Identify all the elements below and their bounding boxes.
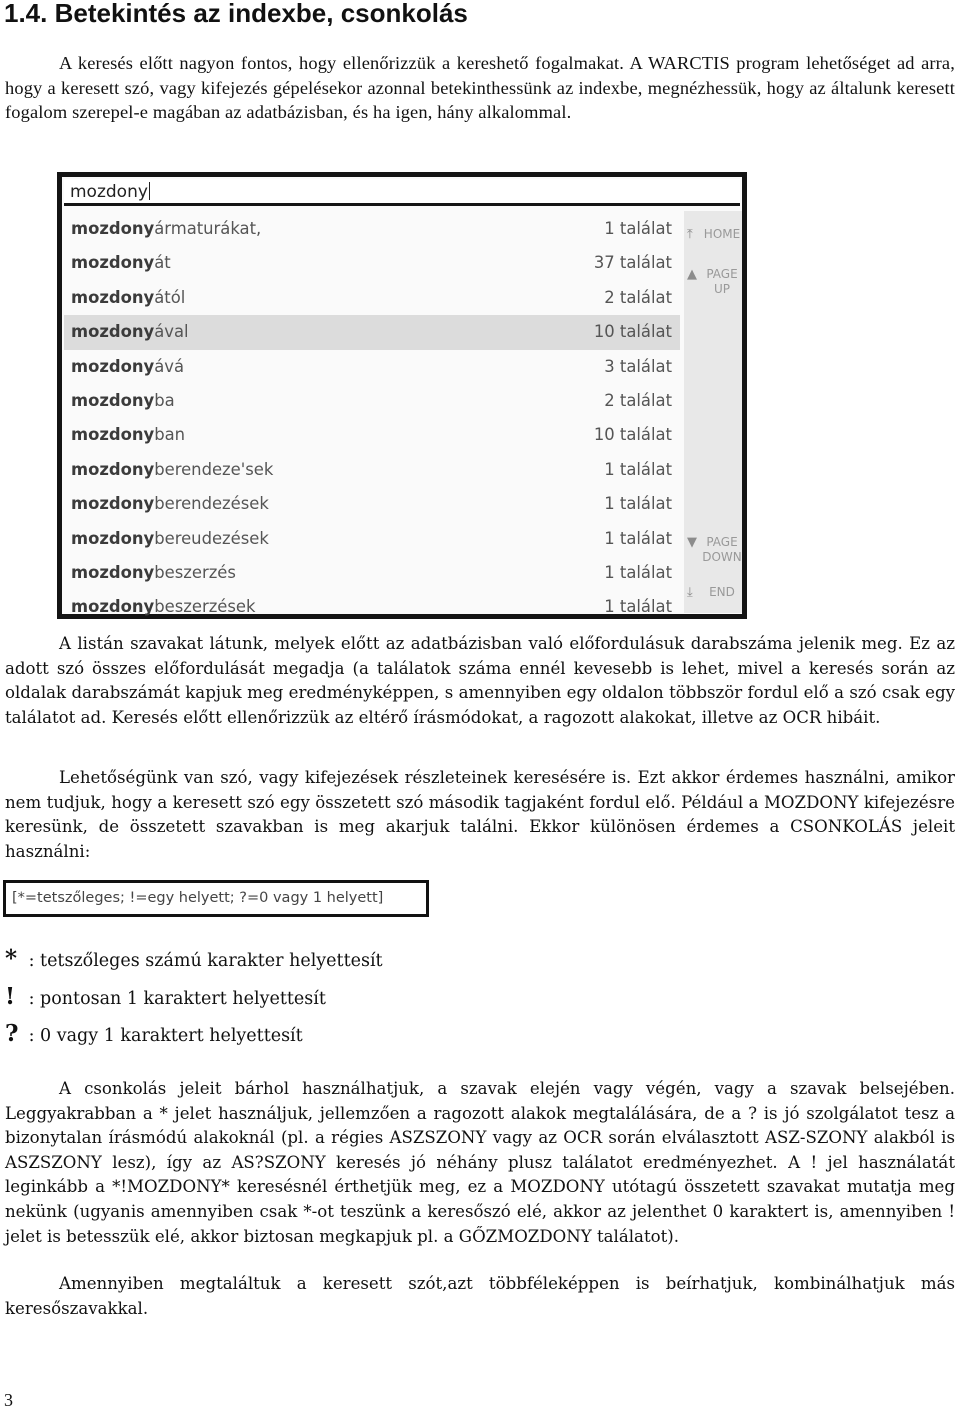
item-suffix: beszerzés [154,562,236,582]
truncation-hint-box: [*=tetszőleges; !=egy helyett; ?=0 vagy 1 helyett] [3,880,429,917]
text-cursor [149,182,150,200]
legend-text: : 0 vagy 1 karaktert helyettesít [28,1026,303,1046]
item-count: 2 találat [604,287,672,307]
home-label: HOME [703,227,741,241]
index-suggestion-item[interactable] [64,281,680,315]
legend-symbol: * [5,945,18,972]
page-down-icon: ▼ [687,535,697,550]
end-button[interactable] [684,585,742,603]
item-suffix: beszerzések [154,597,256,617]
item-suffix: ától [154,287,186,307]
index-navigation-bar [684,211,742,613]
index-suggestion-item[interactable] [64,246,680,280]
item-count: 3 találat [604,356,672,376]
item-count: 10 találat [593,322,672,342]
index-suggestion-item-highlighted[interactable] [64,315,680,349]
item-suffix: ával [154,322,189,342]
item-stem: mozdony [71,219,155,238]
search-value: mozdony [70,182,148,202]
intro-paragraph: A keresés előtt nagyon fontos, hogy ellenőrizzük a kereshető fogalmakat. A WARCTIS program lehetőséget ad arra, hogy a keresett szó, vagy kifejezés gépelésekor azonnal betekinthessünk az indexbe, megnézhessük, hogy az általunk keresett fogalom szerepel-e magában az adatbázisban, és ha igen, hány alkalommal. [5,53,955,123]
index-suggestion-item[interactable] [64,418,680,452]
home-arrow-icon: ⤒ [687,227,693,242]
item-count: 1 találat [604,597,672,617]
page-down-label: PAGE DOWN [702,535,742,564]
item-stem: mozdony [71,425,155,445]
index-suggestion-item[interactable] [64,384,680,418]
page-up-label: PAGE UP [706,267,738,296]
item-count: 1 találat [604,562,672,582]
legend-question [5,1020,303,1047]
item-suffix: ban [154,425,186,445]
legend-exclamation [5,983,326,1010]
partial-search-paragraph: Lehetőségünk van szó, vagy kifejezések részleteinek keresésére is. Ezt akkor érdemes használni, amikor nem tudjuk, hogy a keresett szó egy összetett szó második tagjaként fordul elő. Például a MOZDONY kifejezésre keresünk, de összetett szavakban is meg akarjuk találni. Ekkor különösen érdemes a CSONKOLÁS jeleit használni: [5,768,955,861]
item-count: 1 találat [604,528,672,548]
index-suggestion-item[interactable] [64,487,680,521]
item-count: 1 találat [604,459,672,479]
index-suggestion-item[interactable] [64,590,680,624]
item-count: 10 találat [593,425,672,445]
item-stem: mozdony [71,562,155,582]
legend-symbol: ! [5,983,16,1010]
index-suggestion-item[interactable] [64,522,680,556]
index-suggestion-item[interactable] [64,453,680,487]
item-stem: mozdony [71,459,155,479]
item-count: 37 találat [593,253,672,273]
list-explanation-paragraph: A listán szavakat látunk, melyek előtt az adatbázisban való előfordulásuk darabszáma jelenik meg. Ez az adott szó összes előfordulását megadja (a találatok száma ennél kevesebb is lehet, mivel a keresés során az oldalak darabszámát kapjuk meg eredményképpen, s amennyiben egy oldalon többször fordul elő a szó csak egy találatot ad. Keresés előtt ellenőrizzük az eltérő írásmódokat, a ragozott alakokat, illetve az OCR hibáit. [5,634,955,727]
item-count: 2 találat [604,390,672,410]
index-suggestion-item[interactable] [64,350,680,384]
item-suffix: át [154,253,171,273]
index-suggestion-list [64,212,680,625]
item-suffix: ba [154,390,175,410]
item-count: 1 találat [604,219,672,238]
page-number: 3 [4,1390,13,1410]
item-stem: mozdony [71,356,155,376]
item-suffix: bereudezések [154,528,269,548]
truncation-usage-paragraph: A csonkolás jeleit bárhol használhatjuk, a szavak elején vagy végén, vagy a szavak belsejében. Leggyakrabban a * jelet használjuk, jellemzően a ragozott alakok megtalálására, de a ? is jó szolgálatot tesz a bizonytalan írásmódú alakoknál (pl. a régies ASZSZONY vagy az OCR során elválasztott ASZ-SZONY alakból is ASZSZONY lesz), így az AS?SZONY keresés jó néhány plusz találatot eredményezhet. A ! jel használatát leginkább a *!MOZDONY* keresésnél érthetjük meg, ez a MOZDONY utótagú összetett szavakat mutatja meg nekünk (ugyanis amennyiben csak *-ot teszünk a keresőszó elé, akkor az jelenthet 0 karaktert is, amennyiben ! jelet is betesszük elé, akkor biztosan megkapjuk pl. a GŐZMOZDONY találatot). [5,1079,955,1246]
item-stem: mozdony [71,322,155,342]
legend-text: : tetszőleges számú karakter helyettesít [28,951,383,971]
end-label: END [709,585,735,599]
legend-asterisk [5,945,383,972]
page-down-button[interactable] [684,535,742,567]
page-up-button[interactable] [684,267,742,299]
index-suggestion-item[interactable] [64,212,680,246]
item-suffix: berendezések [154,494,269,514]
home-button[interactable] [684,227,742,245]
index-preview-screenshot [57,172,747,619]
item-suffix: ármaturákat, [154,219,262,238]
item-stem: mozdony [71,494,155,514]
item-stem: mozdony [71,390,155,410]
index-suggestion-item[interactable] [64,556,680,590]
item-suffix: ává [154,356,185,376]
combine-paragraph: Amennyiben megtaláltuk a keresett szót,azt többféleképpen is beírhatjuk, kombinálhatjuk más keresőszavakkal. [5,1274,955,1318]
section-heading: 1.4. Betekintés az indexbe, csonkolás [4,0,468,28]
page-up-icon: ▲ [687,267,697,282]
item-count: 1 találat [604,494,672,514]
end-arrow-icon: ⤓ [687,585,693,600]
item-stem: mozdony [71,597,155,617]
legend-symbol: ? [5,1020,19,1047]
item-stem: mozdony [71,253,155,273]
legend-text: : pontosan 1 karaktert helyettesít [28,989,326,1009]
index-search-input[interactable] [64,179,740,206]
item-stem: mozdony [71,528,155,548]
item-stem: mozdony [71,287,155,307]
item-suffix: berendeze'sek [154,459,274,479]
